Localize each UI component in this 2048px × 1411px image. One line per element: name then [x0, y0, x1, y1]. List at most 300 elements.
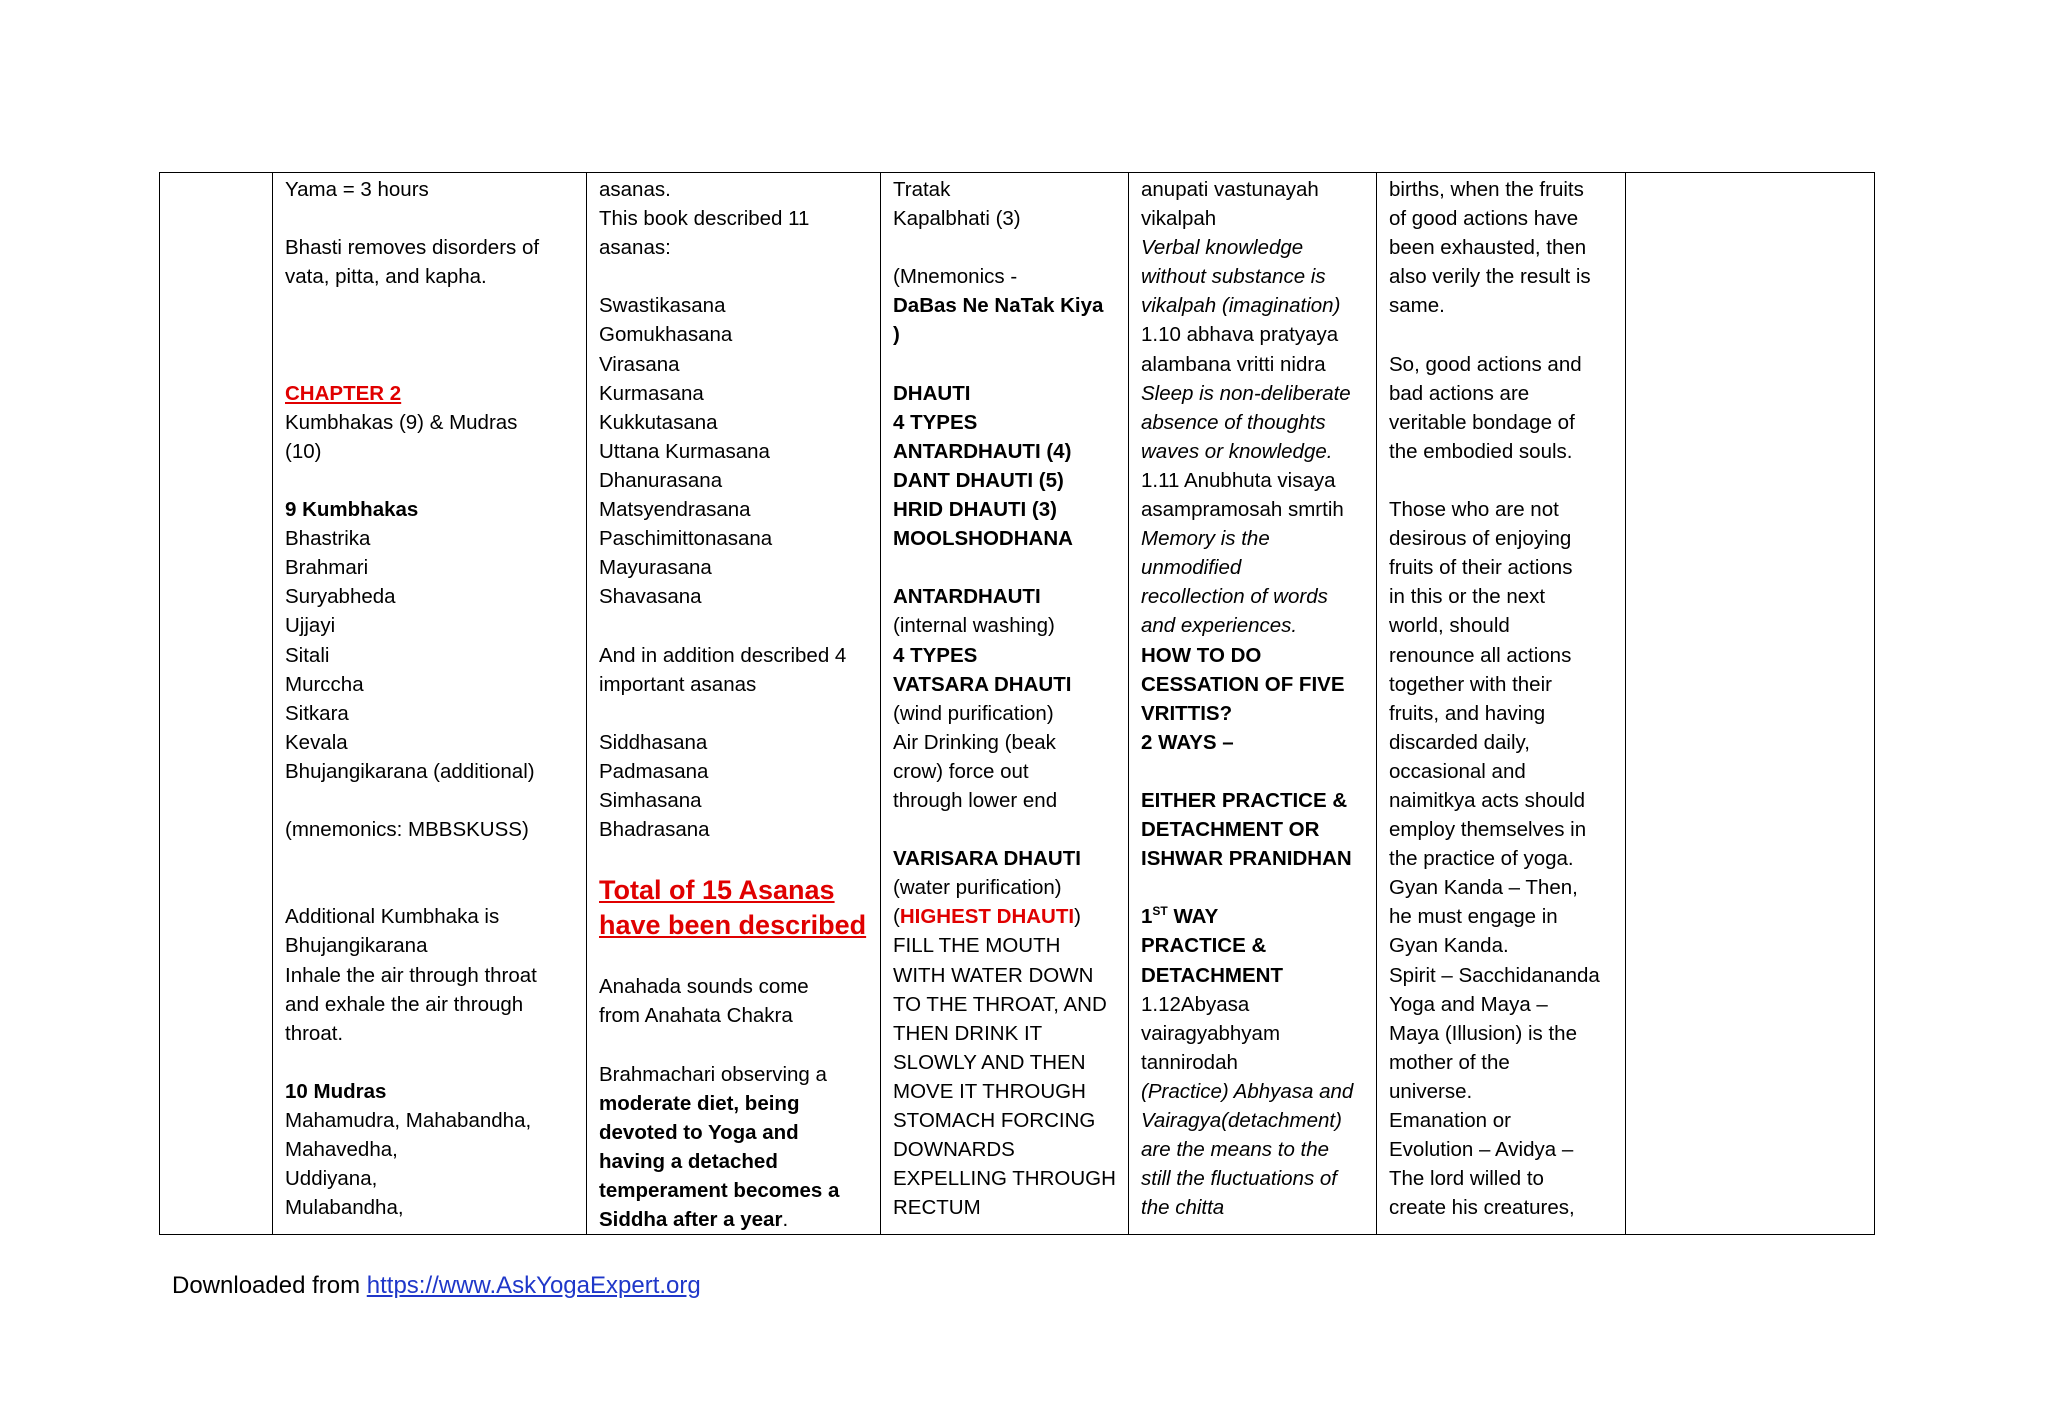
cell-line-text: (internal washing) [893, 614, 1055, 638]
cell-line [893, 931, 1116, 960]
cell-line [1389, 495, 1613, 524]
cell-line-suffix: WAY [1167, 905, 1219, 929]
cell-line [285, 961, 574, 990]
cell-line-text: Anahada sounds come [599, 975, 809, 999]
cell-line-text: DETACHMENT OR [1141, 818, 1320, 842]
cell-line [599, 611, 868, 640]
cell-line [599, 350, 868, 379]
cell-line-text: Gomukhasana [599, 323, 733, 347]
cell-line-text: Bhasti removes disorders of [285, 236, 540, 260]
cell-line [893, 524, 1116, 553]
cell-line-text: MOOLSHODHANA [893, 527, 1073, 551]
cell-line-text: are the means to the [1141, 1138, 1330, 1162]
cell-line-text: Dhanurasana [599, 468, 723, 492]
cell-line [599, 291, 868, 320]
cell-line [285, 233, 574, 262]
cell-line-text: (water purification) [893, 876, 1062, 900]
cell-line [1389, 175, 1613, 204]
cell-line [599, 972, 868, 1001]
table-cell-col3 [587, 173, 881, 1235]
cell-line-text: through lower end [893, 788, 1058, 812]
cell-line [599, 1031, 868, 1060]
cell-line-text: occasional and [1389, 759, 1526, 783]
cell-line [893, 961, 1116, 990]
cell-line-text: Yama = 3 hours [285, 178, 429, 201]
cell-line-text: VATSARA DHAUTI [893, 672, 1072, 696]
cell-line-text: births, when the fruits [1389, 178, 1584, 201]
cell-line-text: TO THE THROAT, AND [893, 992, 1107, 1016]
cell-line [893, 495, 1116, 524]
cell-line [1141, 233, 1364, 262]
cell-line [893, 320, 1116, 349]
cell-line [1141, 931, 1364, 960]
cell-line-text: 4 TYPES [893, 643, 978, 667]
cell-line [893, 175, 1116, 204]
cell-line-text: 2 WAYS – [1141, 730, 1234, 754]
cell-line [599, 1176, 868, 1205]
cell-line-text: 1.11 Anubhuta visaya [1141, 468, 1336, 492]
cell-line-text: 1.12Abyasa [1141, 992, 1250, 1016]
cell-line [1141, 641, 1364, 670]
cell-line [1141, 524, 1364, 553]
cell-line [599, 844, 868, 873]
footer-link[interactable]: https://www.AskYogaExpert.org [366, 1272, 701, 1299]
cell-line [1389, 233, 1613, 262]
cell-line [1141, 873, 1364, 902]
cell-line [893, 379, 1116, 408]
cell-line [285, 873, 574, 902]
cell-line [1389, 1048, 1613, 1077]
cell-line-text: temperament becomes a [599, 1179, 840, 1202]
cell-line [893, 757, 1116, 786]
cell-line [1141, 815, 1364, 844]
cell-line [1389, 641, 1613, 670]
cell-line [599, 466, 868, 495]
cell-line-text: HRID DHAUTI (3) [893, 498, 1057, 522]
cell-line [893, 466, 1116, 495]
cell-line-text: anupati vastunayah [1141, 178, 1319, 201]
cell-line [599, 908, 868, 943]
cell-line-suffix: ) [1074, 905, 1081, 929]
cell-line-text: and exhale the air through [285, 992, 524, 1016]
cell-line-text: without substance is [1141, 265, 1326, 289]
cell-line-text: Siddha after a year [599, 1208, 783, 1232]
cell-line [893, 1077, 1116, 1106]
cell-line-text: MOVE IT THROUGH [893, 1079, 1086, 1103]
cell-line-text: discarded daily, [1389, 730, 1530, 754]
cell-line-text: bad actions are [1389, 381, 1530, 405]
cell-line [285, 204, 574, 233]
cell-line [1389, 466, 1613, 495]
cell-line-text: vikalpah [1141, 207, 1217, 231]
cell-line-text: the embodied souls. [1389, 439, 1573, 463]
cell-line-text: vairagyabhyam [1141, 1021, 1281, 1045]
cell-line-text: Virasana [599, 352, 680, 376]
cell-line [893, 728, 1116, 757]
cell-line [1141, 291, 1364, 320]
cell-line [599, 873, 868, 908]
cell-line [1389, 990, 1613, 1019]
cell-line [599, 379, 868, 408]
superscript: ST [1152, 904, 1168, 919]
cell-line-text: Spirit – Sacchidananda [1389, 963, 1600, 987]
cell-line-text: HIGHEST DHAUTI [899, 905, 1075, 929]
cell-line [285, 786, 574, 815]
cell-line [893, 204, 1116, 233]
cell-line-text: Matsyendrasana [599, 498, 751, 522]
cell-line-text: HOW TO DO [1141, 643, 1262, 667]
cell-line [1389, 699, 1613, 728]
cell-line [599, 553, 868, 582]
cell-line [1141, 902, 1364, 931]
cell-line-text: Mayurasana [599, 556, 712, 580]
cell-line-text: employ themselves in [1389, 818, 1587, 842]
cell-line [1141, 204, 1364, 233]
cell-line [599, 524, 868, 553]
cell-line: (HIGHEST DHAUTI) [893, 905, 1081, 929]
cell-line-text: DHAUTI [893, 381, 971, 405]
cell-line-text: The lord willed to [1389, 1167, 1544, 1191]
cell-line-text: RECTUM [893, 1196, 981, 1220]
cell-line [285, 1164, 574, 1193]
cell-line [893, 670, 1116, 699]
cell-line-text: So, good actions and [1389, 352, 1582, 376]
cell-line-text: have been described [599, 910, 867, 941]
cell-line-text: THEN DRINK IT [893, 1021, 1043, 1045]
cell-line-text: (mnemonics: MBBSKUSS) [285, 818, 529, 842]
cell-line [1141, 757, 1364, 786]
cell-line-text: Mulabandha, [285, 1196, 404, 1220]
cell-line-text: asanas. [599, 178, 671, 201]
cell-line [1141, 582, 1364, 611]
cell-line [1389, 873, 1613, 902]
cell-line-text: Shavasana [599, 585, 702, 609]
cell-line-text: desirous of enjoying [1389, 527, 1572, 551]
cell-line-text: Tratak [893, 178, 951, 201]
cell-line [285, 1019, 574, 1048]
cell-line-text: Paschimittonasana [599, 527, 773, 551]
cell-line [285, 1193, 574, 1222]
cell-line-text: important asanas [599, 672, 757, 696]
cell-line-text: Bhastrika [285, 527, 371, 551]
cell-line-text: 1 [1141, 905, 1153, 929]
cell-line-text: same. [1389, 294, 1445, 318]
cell-line [1141, 408, 1364, 437]
cell-line [285, 466, 574, 495]
cell-line [1141, 466, 1364, 495]
cell-line [1141, 728, 1364, 757]
cell-line [285, 175, 574, 204]
cell-line [893, 233, 1116, 262]
cell-line [285, 728, 574, 757]
cell-line [1141, 1048, 1364, 1077]
cell-line [1389, 815, 1613, 844]
cell-line-text: been exhausted, then [1389, 236, 1587, 260]
cell-line-text: Sleep is non-deliberate [1141, 381, 1351, 405]
cell-line [1389, 582, 1613, 611]
cell-line-text: Padmasana [599, 759, 709, 783]
cell-line [1389, 786, 1613, 815]
cell-line [1389, 204, 1613, 233]
cell-line [285, 1048, 574, 1077]
cell-line-text: DOWNARDS [893, 1138, 1015, 1162]
cell-line-text: Kumbhakas (9) & Mudras [285, 410, 518, 434]
cell-line-text: absence of thoughts [1141, 410, 1326, 434]
cell-line [893, 641, 1116, 670]
cell-line [1141, 320, 1364, 349]
cell-line [599, 1147, 868, 1176]
cell-line-text: moderate diet, being [599, 1091, 800, 1115]
cell-line [1141, 1106, 1364, 1135]
cell-line-text: SLOWLY AND THEN [893, 1050, 1086, 1074]
cell-line [285, 582, 574, 611]
cell-line [1389, 408, 1613, 437]
cell-line [599, 408, 868, 437]
cell-line [1141, 990, 1364, 1019]
table-cell-col4 [881, 173, 1129, 1235]
cell-line [599, 1089, 868, 1118]
cell-line [1389, 670, 1613, 699]
cell-line-text: 9 Kumbhakas [285, 498, 419, 522]
cell-line [1141, 1193, 1364, 1222]
cell-line [893, 990, 1116, 1019]
cell-line-text: throat. [285, 1021, 344, 1045]
cell-line-text: Swastikasana [599, 294, 726, 318]
cell-line [599, 786, 868, 815]
cell-line [285, 990, 574, 1019]
cell-line [1141, 553, 1364, 582]
cell-line [1141, 1164, 1364, 1193]
cell-line-text: Suryabheda [285, 585, 396, 609]
cell-line-text: renounce all actions [1389, 643, 1572, 667]
cell-line-text: Kapalbhati (3) [893, 207, 1021, 231]
cell-line-text: Bhadrasana [599, 818, 710, 842]
cell-line [1389, 291, 1613, 320]
cell-line-text: Kevala [285, 730, 348, 754]
cell-line [599, 815, 868, 844]
cell-line [1389, 320, 1613, 349]
cell-line [1389, 524, 1613, 553]
cell-line-text: tannirodah [1141, 1050, 1238, 1074]
cell-line [893, 873, 1116, 902]
cell-line [893, 786, 1116, 815]
cell-line [893, 1019, 1116, 1048]
cell-line [285, 437, 574, 466]
cell-line-text: Kukkutasana [599, 410, 718, 434]
cell-line-text: alambana vritti nidra [1141, 352, 1326, 376]
cell-line [599, 670, 868, 699]
cell-line-text: (10) [285, 439, 322, 463]
cell-line [893, 1048, 1116, 1077]
cell-line-text: world, should [1389, 614, 1510, 638]
cell-line [285, 524, 574, 553]
cell-line-text: create his creatures, [1389, 1196, 1575, 1220]
cell-line [893, 350, 1116, 379]
cell-line-text: Vairagya(detachment) [1141, 1109, 1342, 1132]
cell-line [285, 1135, 574, 1164]
cell-line [285, 1077, 574, 1106]
cell-line-text: Mahavedha, [285, 1138, 398, 1162]
cell-line [893, 553, 1116, 582]
cell-line [285, 815, 574, 844]
cell-line-text: crow) force out [893, 759, 1029, 783]
cell-line [285, 699, 574, 728]
cell-line-text: and experiences. [1141, 614, 1298, 638]
cell-line [285, 670, 574, 699]
cell-line-text: Gyan Kanda. [1389, 934, 1509, 958]
cell-line [285, 931, 574, 960]
cell-line [1141, 786, 1364, 815]
cell-line-text: vikalpah (imagination) [1141, 294, 1341, 318]
cell-line-text: Memory is the [1141, 527, 1270, 551]
cell-line [1141, 1077, 1364, 1106]
cell-line-text: the chitta [1141, 1196, 1225, 1220]
cell-line [285, 757, 574, 786]
cell-line-text: Total of 15 Asanas [599, 875, 835, 906]
cell-line [1389, 844, 1613, 873]
cell-line-text: DETACHMENT [1141, 963, 1283, 987]
cell-line [893, 1135, 1116, 1164]
cell-line-text: (wind purification) [893, 701, 1054, 725]
cell-line-text: Sitali [285, 643, 330, 667]
cell-line [893, 1164, 1116, 1193]
cell-line [1389, 611, 1613, 640]
cell-line-text: EXPELLING THROUGH [893, 1167, 1116, 1191]
cell-line [1389, 757, 1613, 786]
cell-line-text: vata, pitta, and kapha. [285, 265, 487, 289]
cell-line-text: Air Drinking (beak [893, 730, 1056, 754]
cell-line-text: Verbal knowledge [1141, 236, 1304, 260]
cell-line-text: Evolution – Avidya – [1389, 1138, 1574, 1162]
cell-line-text: together with their [1389, 672, 1552, 696]
cell-line [1389, 1164, 1613, 1193]
table-cell-col5 [1129, 173, 1377, 1235]
cell-line-text: VRITTIS? [1141, 701, 1233, 725]
cell-line-text: also verily the result is [1389, 265, 1591, 289]
cell-line-text: recollection of words [1141, 585, 1328, 609]
cell-line-text: in this or the next [1389, 585, 1546, 609]
cell-line [893, 437, 1116, 466]
cell-line-text: asampramosah smrtih [1141, 498, 1344, 522]
cell-line-text: Additional Kumbhaka is [285, 905, 500, 929]
cell-line [599, 1118, 868, 1147]
cell-line-text: ISHWAR PRANIDHAN [1141, 847, 1352, 871]
cell-line-text: naimitkya acts should [1389, 788, 1585, 812]
cell-line-text: DANT DHAUTI (5) [893, 468, 1064, 492]
cell-line [599, 262, 868, 291]
cell-line [599, 1060, 868, 1089]
cell-line-text: This book described 11 [599, 207, 810, 231]
cell-line-text: Emanation or [1389, 1109, 1511, 1132]
cell-line-text: Inhale the air through throat [285, 963, 537, 987]
cell-line [599, 943, 868, 972]
cell-line-text: he must engage in [1389, 905, 1558, 929]
cell-line [893, 611, 1116, 640]
cell-line [1141, 437, 1364, 466]
cell-line-text: Ujjayi [285, 614, 336, 638]
cell-line-text: DaBas Ne NaTak Kiya [893, 294, 1104, 318]
cell-line-suffix: . [782, 1208, 789, 1232]
cell-line-text: mother of the [1389, 1050, 1510, 1074]
cell-line-text: Bhujangikarana (additional) [285, 759, 535, 783]
cell-line [1389, 1135, 1613, 1164]
cell-line-text: Brahmari [285, 556, 369, 580]
cell-line-text: still the fluctuations of [1141, 1167, 1337, 1191]
cell-line [1389, 262, 1613, 291]
cell-line-text: Sitkara [285, 701, 349, 725]
cell-line-text: ANTARDHAUTI [893, 585, 1041, 609]
cell-line-text: veritable bondage of [1389, 410, 1575, 434]
cell-line [599, 582, 868, 611]
cell-line-text: Those who are not [1389, 498, 1559, 522]
cell-line [893, 844, 1116, 873]
footer-prefix: Downloaded from [172, 1272, 367, 1299]
content-table [159, 172, 1875, 1235]
cell-line [1141, 611, 1364, 640]
cell-line [1141, 699, 1364, 728]
cell-line-text: from Anahata Chakra [599, 1004, 793, 1028]
cell-line [599, 495, 868, 524]
cell-line [285, 291, 574, 320]
cell-line-text: CESSATION OF FIVE [1141, 672, 1345, 696]
cell-line [1141, 844, 1364, 873]
cell-line-text: Uttana Kurmasana [599, 439, 770, 463]
cell-line-text: WITH WATER DOWN [893, 963, 1094, 987]
cell-line [285, 1106, 574, 1135]
cell-line [893, 815, 1116, 844]
cell-line-text: Bhujangikarana [285, 934, 428, 958]
cell-line-text: 10 Mudras [285, 1079, 387, 1103]
cell-line-text: devoted to Yoga and [599, 1120, 799, 1144]
cell-line [285, 553, 574, 582]
cell-line [893, 699, 1116, 728]
cell-line [893, 291, 1116, 320]
cell-line-text: Murccha [285, 672, 364, 696]
cell-line [285, 902, 574, 931]
cell-line [285, 408, 574, 437]
download-footer [172, 1272, 701, 1300]
cell-line-text: Kurmasana [599, 381, 704, 405]
cell-line-text: STOMACH FORCING [893, 1109, 1096, 1132]
cell-line [1389, 437, 1613, 466]
cell-line [599, 175, 868, 204]
cell-line-text: Mahamudra, Mahabandha, [285, 1109, 532, 1132]
cell-line [1141, 670, 1364, 699]
cell-line-text: fruits of their actions [1389, 556, 1573, 580]
cell-line-text: waves or knowledge. [1141, 439, 1333, 463]
cell-line-text: Gyan Kanda – Then, [1389, 876, 1578, 900]
cell-line [1141, 1019, 1364, 1048]
cell-line-text: EITHER PRACTICE & [1141, 788, 1348, 812]
cell-line [893, 1106, 1116, 1135]
cell-line-text: of good actions have [1389, 207, 1579, 231]
cell-line [1141, 350, 1364, 379]
cell-line [599, 699, 868, 728]
cell-line-text: Siddhasana [599, 730, 708, 754]
cell-line [1141, 262, 1364, 291]
cell-line-text: universe. [1389, 1079, 1473, 1103]
cell-line [1141, 379, 1364, 408]
cell-line [1389, 1193, 1613, 1222]
cell-line [285, 495, 574, 524]
table-cell-col1 [160, 173, 273, 1235]
cell-line-text: 1.10 abhava pratyaya [1141, 323, 1339, 347]
cell-line-text: unmodified [1141, 556, 1242, 580]
cell-line [1389, 350, 1613, 379]
cell-line-text: ) [893, 323, 900, 347]
cell-line [285, 379, 574, 408]
cell-line [1389, 1077, 1613, 1106]
